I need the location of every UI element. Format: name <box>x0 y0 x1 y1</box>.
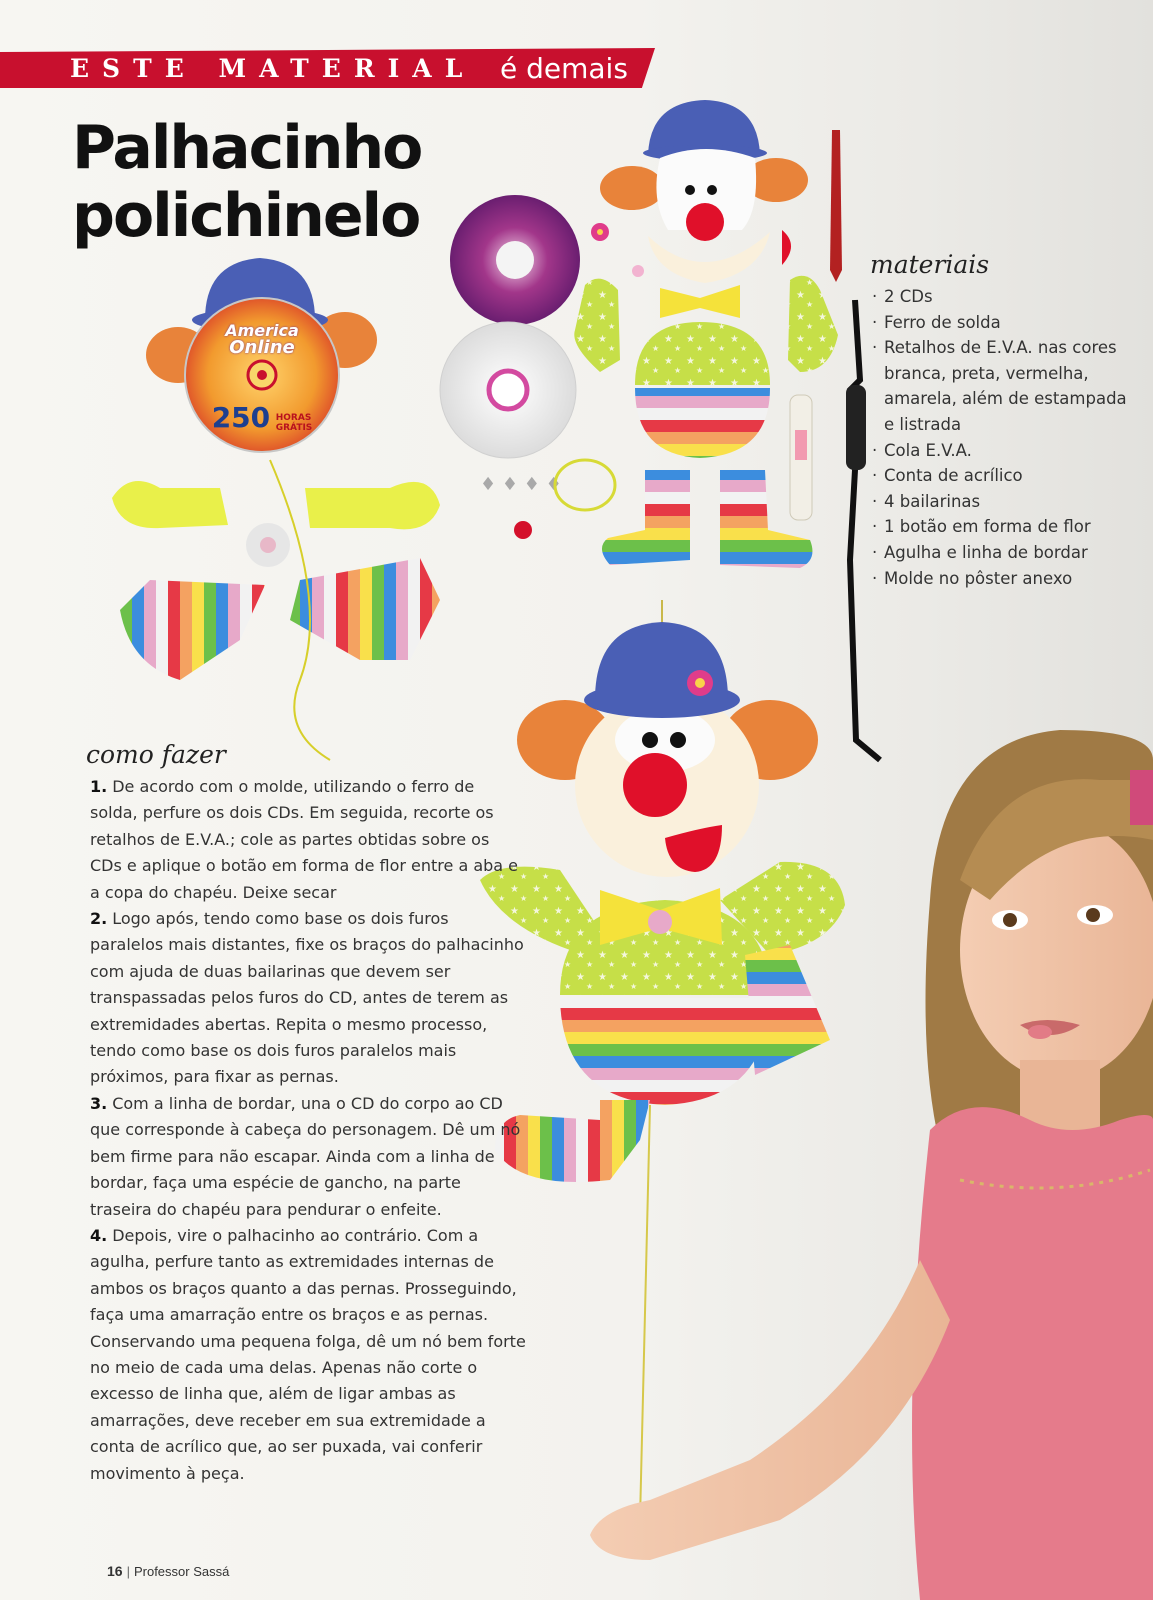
step-number: 1. <box>90 777 108 796</box>
step-text: Depois, vire o palhacinho ao contrário. Com a agulha, perfure tanto as extremidades internas de ambos os braços quanto a das pernas. Prosseguindo, faça uma amarração entre os braços e as pernas. Conservando uma pequena folga, dê um nó bem forte no meio de cada uma delas. Apenas não corte o excesso de linha que, além de ligar ambas as amarrações, deve receber em sua extremidade a conta de acrílico que, ao ser puxada, vai conferir movimento à peça. <box>90 1225 526 1483</box>
cd-label <box>200 322 324 434</box>
materials-item: · Cola E.V.A. <box>872 438 1134 464</box>
materials-item: · Conta de acrílico <box>872 463 1134 489</box>
page-title <box>72 114 421 250</box>
cd-hours-word: HORAS <box>275 412 312 423</box>
page-footer: 16 | Professor Sassá <box>107 1563 230 1579</box>
instruction-step <box>90 1223 526 1487</box>
title-line-1: Palhacinho <box>72 113 422 183</box>
instruction-step <box>90 1091 526 1223</box>
step-text: Logo após, tendo como base os dois furos paralelos mais distantes, fixe os braços do palhacinho com ajuda de duas bailarinas que devem ser transpassadas pelos furos do CD, antes de terem as extremidades abertas. Repita o mesmo processo, tendo como base os dois furos paralelos mais próximos, para fixar as pernas. <box>90 909 524 1087</box>
step-number: 2. <box>90 909 108 929</box>
materials-item: · Molde no pôster anexo <box>872 566 1134 592</box>
step-text: De acordo com o molde, utilizando o ferro de solda, perfure os dois CDs. Em seguida, recorte os retalhos de E.V.A.; cole as partes obtidas sobre os CDs e aplique o botão em forma de flor entre a aba e a copa do chapéu. Deixe secar <box>90 777 519 902</box>
cd-brand-line-1: America <box>225 321 299 340</box>
title-line-2: polichinelo <box>72 181 420 251</box>
materials-item: · Agulha e linha de bordar <box>872 540 1134 566</box>
step-number: 3. <box>90 1093 108 1113</box>
cd-brand-line-2: Online <box>229 337 295 358</box>
instructions-steps <box>90 774 526 1487</box>
cd-hours: 250 <box>211 401 271 434</box>
svg-text:♦ ♦ ♦ ♦: ♦ ♦ ♦ ♦ <box>480 474 562 495</box>
instructions-heading: como fazer <box>86 740 226 769</box>
page-number: 16 <box>107 1563 123 1579</box>
assembled-clown <box>480 600 845 1520</box>
magazine-name: Professor Sassá <box>133 1564 230 1579</box>
step-text: Com a linha de bordar, una o CD do corpo ao CD que corresponde à cabeça do personagem. Dê um nó bem firme para não escapar. Ainda com a linha de bordar, faça uma espécie de gancho, na parte traseira do chapéu para pendurar o enfeite. <box>90 1093 521 1219</box>
materials-list <box>872 284 1134 591</box>
instruction-step <box>90 774 526 906</box>
materials-item: · 2 CDs <box>872 284 1134 310</box>
banner-label: ESTE MATERIAL <box>70 54 476 83</box>
materials-item: · 1 botão em forma de flor <box>872 514 1134 540</box>
banner-tagline: é demais <box>500 52 628 85</box>
step-number: 4. <box>90 1225 108 1245</box>
cd-free: GRÁTIS <box>275 422 313 433</box>
materials-item: · 4 bailarinas <box>872 489 1134 515</box>
materials-heading: materiais <box>870 250 990 279</box>
materials-item: · Retalhos de E.V.A. nas cores branca, preta, vermelha, amarela, além de estampada e listrada <box>872 335 1134 437</box>
instruction-step <box>90 906 526 1091</box>
materials-item: · Ferro de solda <box>872 310 1134 336</box>
